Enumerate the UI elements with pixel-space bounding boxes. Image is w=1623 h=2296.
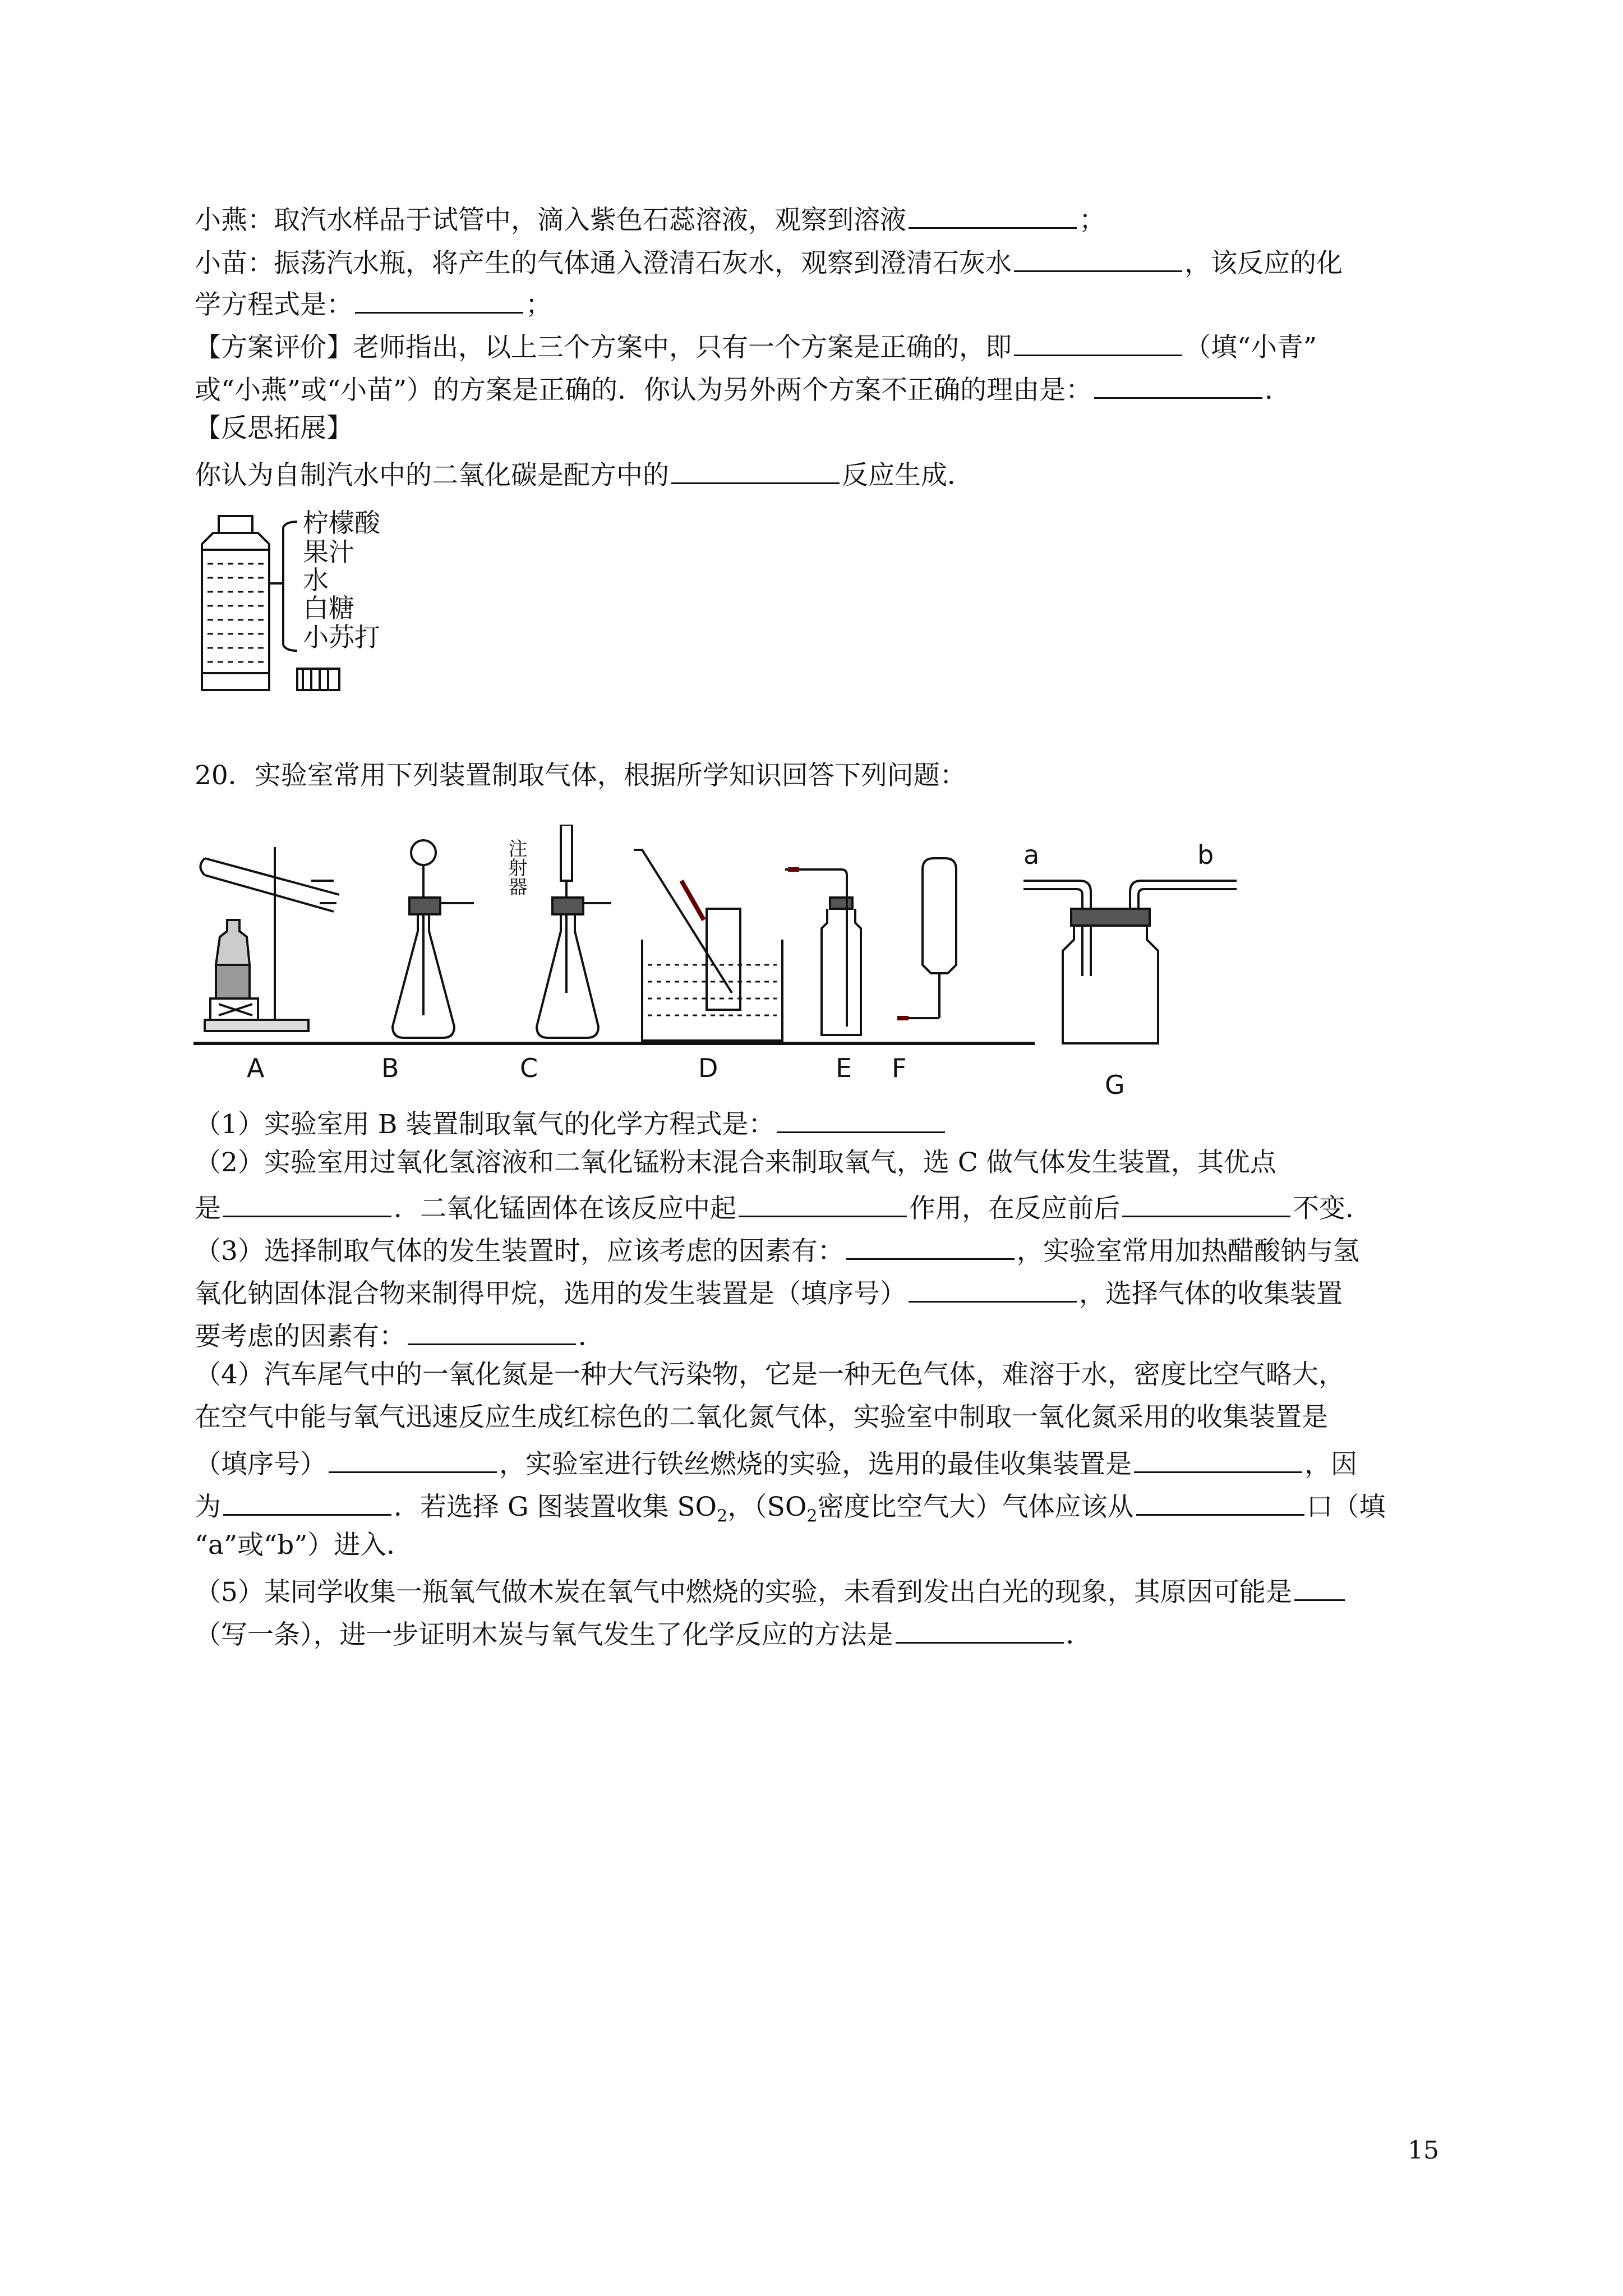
q20-p3-line-3 <box>195 1315 605 1354</box>
label-b: B <box>381 1053 399 1083</box>
answer-blank[interactable] <box>1014 326 1182 356</box>
text-segment: ，选择气体的收集装置 <box>1079 1278 1343 1309</box>
answer-blank[interactable] <box>1136 1486 1304 1516</box>
punct: ； <box>1079 205 1105 236</box>
evaluation-text: 或“小燕”或“小苗”）的方案是正确的．你认为另外两个方案不正确的理由是： <box>195 375 1092 406</box>
text-segment: ，因 <box>1304 1449 1357 1480</box>
apparatus-d-icon <box>634 850 782 1041</box>
equation-prompt: 学方程式是： <box>195 289 353 320</box>
apparatus-e-icon <box>785 869 861 1035</box>
page-number: 15 <box>1408 2136 1439 2165</box>
text-segment: （4）汽车尾气中的一氧化氮是一种大气污染物，它是一种无色气体，难溶于水，密度比空气略大， <box>195 1359 1345 1390</box>
punct: ； <box>525 289 552 320</box>
text-segment: 为 <box>195 1492 221 1522</box>
reflection-text: 你认为自制汽水中的二氧化碳是配方中的 <box>195 460 669 491</box>
apparatus-c-icon <box>537 825 611 1038</box>
reflection-heading <box>195 412 353 445</box>
evaluation-text: 【方案评价】老师指出，以上三个方案中，只有一个方案是正确的，即 <box>195 332 1012 363</box>
q20-p5-line-2 <box>195 1614 1092 1652</box>
xiaoyan-text: 小燕：取汽水样品于试管中，滴入紫色石蕊溶液，观察到溶液 <box>195 205 906 236</box>
q20-p4-line-4 <box>195 1486 1386 1533</box>
text-segment: ，实验室进行铁丝燃烧的实验，选用的最佳收集装置是 <box>499 1449 1132 1480</box>
xiaomiao-text-tail: ，该反应的化 <box>1184 248 1343 279</box>
q20-p3-line-1 <box>195 1230 1359 1268</box>
text-segment: 要考虑的因素有： <box>195 1321 405 1352</box>
evaluation-text-tail: （填“小青” <box>1184 332 1317 363</box>
text-segment: （5）某同学收集一瓶氧气做木炭在氧气中燃烧的实验，未看到发出白光的现象，其原因可能是 <box>195 1577 1292 1608</box>
q20-p4-line-2 <box>195 1401 1328 1434</box>
text-segment: ，实验室常用加热醋酸钠与氢 <box>1016 1236 1359 1267</box>
text-segment: 密度比空气大）气体应该从 <box>817 1492 1134 1522</box>
label-tube-a: a <box>1023 840 1040 870</box>
apparatus-f-icon <box>897 858 956 1018</box>
text-segment: ，（SO <box>727 1492 807 1522</box>
answer-blank[interactable] <box>896 1614 1064 1644</box>
subscript: 2 <box>717 1506 728 1526</box>
answer-blank[interactable] <box>846 1230 1015 1260</box>
label-d: D <box>698 1053 718 1083</box>
answer-blank[interactable] <box>777 1103 945 1133</box>
label-tube-b: b <box>1197 840 1214 870</box>
q20-p4-line-3 <box>195 1443 1357 1481</box>
text-segment: 是 <box>195 1193 221 1224</box>
reflection-question <box>195 454 974 493</box>
answer-blank[interactable] <box>408 1315 576 1345</box>
label-baking-soda: 小苏打 <box>303 622 380 652</box>
answer-blank[interactable] <box>909 199 1077 229</box>
answer-blank[interactable] <box>329 1443 497 1473</box>
answer-blank[interactable] <box>1094 369 1262 399</box>
label-f: F <box>892 1053 907 1083</box>
subscript: 2 <box>806 1506 818 1526</box>
q20-p2-text: （2）实验室用过氧化氢溶液和二氧化锰粉末混合来制取氧气，选 C 做气体发生装置，其优点 <box>195 1147 1276 1178</box>
q20-p2-line-2 <box>195 1188 1372 1226</box>
answer-blank[interactable] <box>671 454 840 484</box>
q20-p3-line-2 <box>195 1273 1343 1311</box>
punct: ． <box>1265 375 1292 406</box>
apparatus-a-icon <box>201 847 340 1031</box>
q20-intro-text: 20．实验室常用下列装置制取气体，根据所学知识回答下列问题： <box>195 760 966 791</box>
apparatus-g-icon <box>1023 881 1237 1043</box>
label-e: E <box>836 1053 852 1083</box>
soda-bottle-figure <box>191 505 505 696</box>
xiaomiao-line-1 <box>195 242 1343 280</box>
q20-p2-line-1 <box>195 1146 1276 1180</box>
text-segment: “a”或“b”）进入． <box>195 1530 413 1561</box>
q20-p1 <box>195 1103 947 1142</box>
label-sugar: 白糖 <box>303 593 354 623</box>
reflection-heading-text: 【反思拓展】 <box>195 413 353 444</box>
answer-blank[interactable] <box>739 1188 907 1217</box>
text-segment: （3）选择制取气体的发生装置时，应该考虑的因素有： <box>195 1236 844 1267</box>
text-segment: 作用，在反应前后 <box>909 1193 1120 1224</box>
answer-blank[interactable] <box>1014 242 1182 272</box>
q20-p4-line-1 <box>195 1358 1345 1392</box>
text-segment: 氧化钠固体混合物来制得甲烷，选用的发生装置是（填序号） <box>195 1278 906 1309</box>
text-segment: 口（填 <box>1306 1492 1386 1522</box>
q20-p5-line-1 <box>195 1571 1347 1609</box>
label-water: 水 <box>303 565 329 595</box>
text-segment: ． <box>1066 1619 1092 1650</box>
evaluation-line-2 <box>195 369 1291 407</box>
text-segment: ． <box>578 1321 605 1352</box>
text-segment: ．二氧化锰固体在该反应中起 <box>394 1193 736 1224</box>
answer-blank[interactable] <box>223 1188 391 1217</box>
text-segment: ．若选择 G 图装置收集 SO <box>394 1492 717 1522</box>
syringe-label: 注射器 <box>505 839 527 896</box>
answer-blank[interactable] <box>1134 1443 1302 1473</box>
q20-intro <box>195 759 966 793</box>
xiaomiao-line-2 <box>195 284 552 322</box>
label-a: A <box>247 1053 265 1083</box>
text-segment: （写一条），进一步证明木炭与氧气发生了化学反应的方法是 <box>195 1619 893 1650</box>
apparatus-b-icon <box>393 840 474 1038</box>
text-segment: 在空气中能与氧气迅速反应生成红棕色的二氧化氮气体，实验室中制取一氧化氮采用的收集装置是 <box>195 1402 1328 1433</box>
answer-blank[interactable] <box>909 1273 1077 1303</box>
q20-p1-text: （1）实验室用 B 装置制取氧气的化学方程式是： <box>195 1109 775 1140</box>
text-segment: （填序号） <box>195 1449 326 1480</box>
label-c: C <box>520 1053 538 1083</box>
xiaoyan-line <box>195 199 1105 237</box>
text-segment: 不变． <box>1293 1193 1372 1224</box>
reflection-text-tail: 反应生成． <box>842 460 974 491</box>
label-g: G <box>1105 1070 1125 1100</box>
bottle-cap-icon <box>297 669 339 690</box>
answer-blank[interactable] <box>355 284 523 314</box>
label-juice: 果汁 <box>303 537 354 567</box>
answer-blank[interactable] <box>223 1486 391 1516</box>
answer-blank[interactable] <box>1294 1571 1345 1601</box>
apparatus-figure <box>193 825 1259 1111</box>
q20-p4-line-5 <box>195 1529 413 1562</box>
label-citric-acid: 柠檬酸 <box>303 508 380 538</box>
evaluation-line-1 <box>195 326 1317 365</box>
bottle-icon <box>202 516 297 690</box>
answer-blank[interactable] <box>1122 1188 1290 1217</box>
xiaomiao-text: 小苗：振荡汽水瓶，将产生的气体通入澄清石灰水，观察到澄清石灰水 <box>195 248 1012 279</box>
